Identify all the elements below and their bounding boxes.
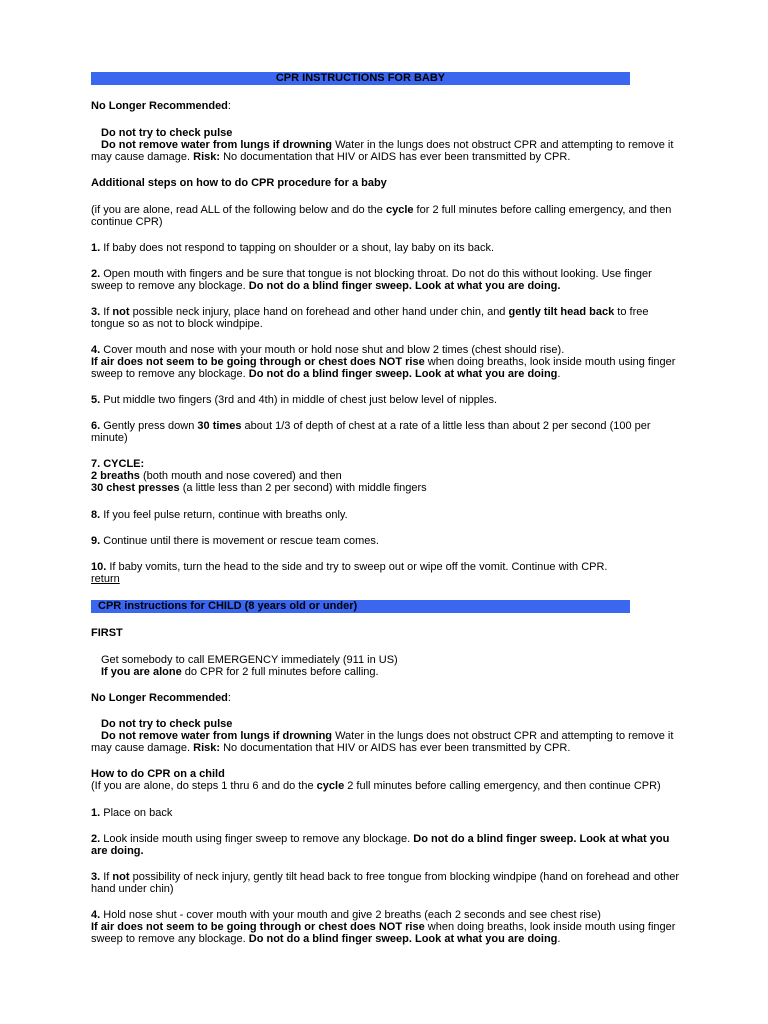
child-step-3: [91, 871, 681, 895]
step-number: 9.: [91, 535, 101, 547]
cycle-heading: 7. CYCLE:: [91, 458, 145, 470]
bullet-water-lungs-bold: Do not remove water from lungs if drowning: [101, 730, 333, 742]
step-text: (both mouth and nose covered) and then: [139, 470, 342, 482]
step-text: .: [557, 368, 561, 380]
bullet-check-pulse: Do not try to check pulse: [101, 718, 233, 730]
step-number: 2.: [91, 268, 101, 280]
no-longer-label: No Longer Recommended: [91, 100, 228, 112]
intro-cycle: cycle: [385, 204, 414, 216]
step-text: If baby does not respond to tapping on shoulder or a shout, lay baby on its back.: [100, 242, 495, 254]
child-step-4: [91, 909, 681, 945]
step-number: 1.: [91, 242, 101, 254]
baby-step-1: [91, 242, 681, 254]
child-first-list: [91, 654, 681, 678]
step-text: possibility of neck injury, gently tilt head back to free tongue from blocking windpipe (hand on forehead and other hand under chin): [91, 871, 680, 895]
baby-bullet-list: [91, 127, 681, 163]
risk-label: Risk:: [193, 151, 221, 163]
bullet-alone-bold: If you are alone: [101, 666, 182, 678]
step-warning: Do not do a blind finger sweep. Look at what you are doing.: [248, 280, 561, 292]
step-text: If baby vomits, turn the head to the side and try to sweep out or wipe off the vomit. Continue with CPR.: [106, 561, 608, 573]
step-text: Gently press down: [100, 420, 198, 432]
no-longer-recommended-heading: [91, 100, 681, 112]
step-text: .: [557, 933, 561, 945]
baby-steps-heading: [91, 177, 681, 189]
baby-step-5: [91, 394, 681, 406]
step-number: 2.: [91, 833, 101, 845]
first-heading-text: FIRST: [91, 627, 123, 639]
step-tilt: gently tilt head back: [508, 306, 615, 318]
baby-section-banner: [91, 72, 630, 85]
child-banner-title: CPR instructions for CHILD (8 years old or under): [98, 600, 358, 612]
step-text: Put middle two fingers (3rd and 4th) in middle of chest just below level of nipples.: [100, 394, 498, 406]
baby-intro: [91, 204, 681, 228]
baby-step-8: [91, 509, 681, 521]
child-first-heading: [91, 627, 681, 639]
step-text: Place on back: [100, 807, 173, 819]
bullet-water-lungs-text: Water in the lungs does not obstruct CPR and attempting to remove it may cause damage.: [91, 139, 674, 163]
no-longer-label: No Longer Recommended: [91, 692, 228, 704]
how-text-b: 2 full minutes before calling emergency, and then continue CPR): [344, 780, 661, 792]
baby-step-3: [91, 306, 681, 330]
child-step-2: [91, 833, 681, 857]
step-text: possible neck injury, place hand on forehead and other hand under chin, and: [129, 306, 509, 318]
bullet-check-pulse: Do not try to check pulse: [101, 127, 233, 139]
how-cycle: cycle: [316, 780, 345, 792]
risk-text: No documentation that HIV or AIDS has ever been transmitted by CPR.: [220, 151, 571, 163]
risk-text: No documentation that HIV or AIDS has ever been transmitted by CPR.: [220, 742, 571, 754]
child-how-to: [91, 768, 681, 792]
steps-heading-text: Additional steps on how to do CPR procedure for a baby: [91, 177, 387, 189]
baby-step-10: [91, 561, 681, 585]
risk-label: Risk:: [193, 742, 221, 754]
child-section-banner: [91, 600, 630, 613]
step-warning: Do not do a blind finger sweep. Look at what you are doing.: [91, 833, 670, 857]
step-text: Cover mouth and nose with your mouth or hold nose shut and blow 2 times (chest should rise).: [100, 344, 565, 356]
step-text: about 1/3 of depth of chest at a rate of a little less than about 2 per second (100 per minute): [91, 420, 651, 444]
step-number: 4.: [91, 909, 101, 921]
cycle-breaths: 2 breaths: [91, 470, 140, 482]
step-text: If: [100, 306, 113, 318]
step-text: If you feel pulse return, continue with breaths only.: [100, 509, 348, 521]
step-text: when doing breaths, look inside mouth using finger sweep to remove any blockage.: [91, 356, 676, 380]
step-text: Open mouth with fingers and be sure that tongue is not blocking throat. Do not do this without looking. Use finger sweep to remove any blockage.: [91, 268, 652, 292]
step-text: Look inside mouth using finger sweep to remove any blockage.: [100, 833, 414, 845]
baby-step-6: [91, 420, 681, 444]
cycle-presses: 30 chest presses: [91, 482, 180, 494]
step-text: (a little less than 2 per second) with middle fingers: [179, 482, 427, 494]
return-link[interactable]: return: [91, 573, 120, 585]
step-number: 8.: [91, 509, 101, 521]
step-text: If: [100, 871, 113, 883]
baby-banner-title: CPR INSTRUCTIONS FOR BABY: [275, 72, 446, 84]
step-text: Hold nose shut - cover mouth with your mouth and give 2 breaths (each 2 seconds and see chest rise): [100, 909, 601, 921]
child-no-longer-heading: [91, 692, 681, 704]
bullet-water-lungs-bold: Do not remove water from lungs if drowning: [101, 139, 333, 151]
step-warning: If air does not seem to be going through or chest does NOT rise: [91, 356, 425, 368]
step-not: not: [112, 306, 130, 318]
step-warning: Do not do a blind finger sweep. Look at what you are doing: [248, 368, 558, 380]
baby-step-7-cycle: [91, 458, 681, 494]
step-number: 5.: [91, 394, 101, 406]
baby-step-9: [91, 535, 681, 547]
baby-step-4: [91, 344, 681, 380]
bullet-alone-text: do CPR for 2 full minutes before calling.: [181, 666, 379, 678]
intro-text-b: for 2 full minutes before calling emergency, and then continue CPR): [91, 204, 672, 228]
step-number: 1.: [91, 807, 101, 819]
step-number: 4.: [91, 344, 101, 356]
step-count: 30 times: [197, 420, 242, 432]
step-number: 10.: [91, 561, 107, 573]
child-step-1: [91, 807, 681, 819]
colon: :: [227, 692, 231, 704]
how-heading: How to do CPR on a child: [91, 768, 225, 780]
step-not: not: [112, 871, 130, 883]
step-number: 3.: [91, 871, 101, 883]
baby-step-2: [91, 268, 681, 292]
step-text: Continue until there is movement or rescue team comes.: [100, 535, 379, 547]
step-text: when doing breaths, look inside mouth using finger sweep to remove any blockage.: [91, 921, 676, 945]
bullet-water-lungs-text: Water in the lungs does not obstruct CPR and attempting to remove it may cause damage.: [91, 730, 674, 754]
step-number: 6.: [91, 420, 101, 432]
bullet-call-emergency: Get somebody to call EMERGENCY immediately (911 in US): [101, 654, 398, 666]
step-warning: Do not do a blind finger sweep. Look at what you are doing: [248, 933, 558, 945]
intro-text-a: (if you are alone, read ALL of the following below and do the: [91, 204, 386, 216]
colon: :: [227, 100, 231, 112]
step-number: 3.: [91, 306, 101, 318]
how-text-a: (If you are alone, do steps 1 thru 6 and do the: [91, 780, 317, 792]
child-bullet-list: [91, 718, 681, 754]
step-text: to free tongue so as not to block windpipe.: [91, 306, 649, 330]
step-warning: If air does not seem to be going through or chest does NOT rise: [91, 921, 425, 933]
